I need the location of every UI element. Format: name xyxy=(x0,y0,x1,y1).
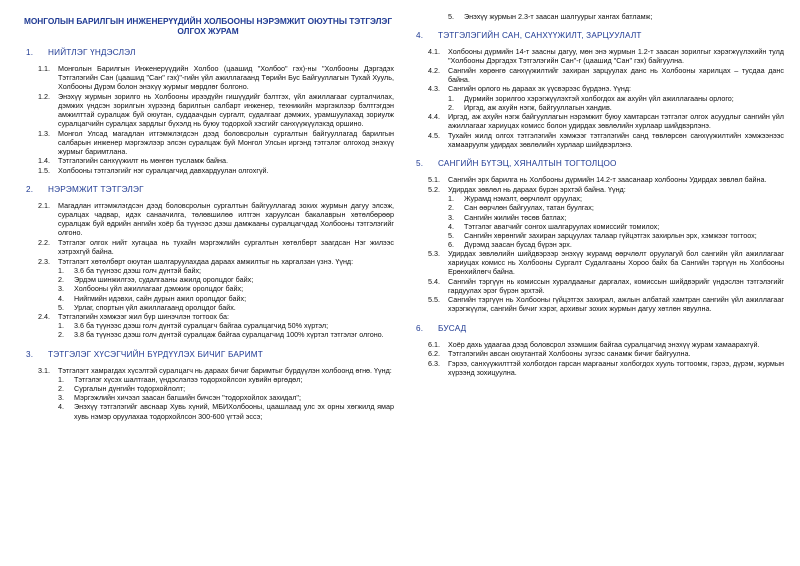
list-item: 1. Журамд нэмэлт, өөрчлөлт оруулах; xyxy=(448,194,582,204)
section-heading: 3. ТЭТГЭЛЭГ ХҮСЭГЧИЙН БҮРДҮҮЛЭХ БИЧИГ БАРИМТ xyxy=(26,349,264,359)
paragraph: 5.4. Сангийн тэргүүн нь комиссын хуралдааныг даргалах, комиссын шийдвэрийг үндэслэн тэтгэлэгийг гардуулах эрэг бүрэн эрхтэй. xyxy=(428,276,784,295)
paragraph: 1.4. Тэтгэлэгийн санхүүжилт нь мөнгөн тусламж байна. xyxy=(38,156,228,166)
paragraph: 1.2. Энэхүү журмын зорилго нь Холбооны ирээдүйн гишүүдийг бэлтгэх, үйл ажиллагааг сурталчилах, дэмжих үндсэн зорилгын хүрээнд барилгын салбарт инженер, техникийн мэргэжлээр бэлтгэгдэн амжилттай суралцаж буй оюутан, суддаачдын сургалт, судалгааг дэмжих, урамшуулахад зориулж суралцагчийн суралцах зардлыг бүхэлд нь буюу тодорхой хэсгийг санхүүжүүлэхэд оршино. xyxy=(38,91,394,129)
paragraph: 4.1. Холбооны дүрмийн 14-т заасны дагуу, мөн энэ журмын 1.2-т заасан зорилгыг хэрэгжүүлэхийн тулд "Холбооны Дэргэдэх Тэтгэлэгийн Сан"-г (цаашид "Сан" гэх) байгуулна. xyxy=(428,47,784,66)
list-item: 2. Сургалын дүнгийн тодорхойлолт; xyxy=(58,384,186,394)
list-item: 4. Нийгмийн идэвхи, сайн дурын ажил оролцдог байх; xyxy=(58,293,247,303)
list-item: 5. Урлаг, спортын үйл ажиллагаанд оролцдог байх. xyxy=(58,302,236,312)
right-column xyxy=(412,12,784,377)
paragraph: 5.3. Удирдах зөвлөлийн шийдвэрээр энэхүү журамд өөрчлөлт оруулагуй бол сангийн үйл ажиллагааг хариуцах комисс нь Холбооны Сургалт Судалгааны Хороо байх ба Сангийн тэргүүн нь Холбооны Ерөнхийлөгч байна. xyxy=(428,248,784,277)
left-column xyxy=(22,12,394,421)
list-item: 1. 3.6 ба түүнээс дээш голч дүнтэй суралцагч байгаа суралцагчид 50% хүртэл; xyxy=(58,321,329,331)
list-item: 6. Дүрэмд заасан бусад бүрэн эрх. xyxy=(448,239,572,249)
list-item: 3. Холбооны үйл ажиллагааг дэмжиж оролцдог байх; xyxy=(58,284,244,294)
list-item: 5. Энэхүү журмын 2.3-т заасан шалгуурыг хангах батламж; xyxy=(448,12,653,21)
section-heading: 2. НЭРЭМЖИТ ТЭТГЭЛЭГ xyxy=(26,185,144,195)
paragraph: 1.3. Монгол Улсад магадлан итгэмжлэгдсэн дээд боловсролын сургалтын байгууллагад барилгын салбарын инженер мэргэжлээр элсэн суралцаж буй Монгол Улсын иргэнд тэтгэлэг олгоход энэхүү журмыг баримтлана. xyxy=(38,128,394,156)
paragraph: 5.5. Сангийн тэргүүн нь Холбооны гүйцэтгэх захирал, ажлын албатай хамтран сангийн үйл ажиллагааг хэрэгжүүлж, сангийн бичиг хэрэг, архивыг зохих журмын дагуу хөтлөн явуулна. xyxy=(428,295,784,314)
paragraph: 1.1. Монголын Барилгын Инженерүүдийн Холбоо (цаашид "Холбоо" гэх)-ны "Холбооны Дэргэдэх Тэтгэлэгийн Сан (цаашид "Сан" гэх)"-гийн үйл ажиллагаанд Төрийн Бус Байгууллагын Тухай Хууль, Холбооны Дүрэм болон энэхүү журмыг мөрдлөг болгоно. xyxy=(38,64,394,92)
list-item: 3. Сангийн жилийн төсөв батлах; xyxy=(448,212,567,222)
paragraph: 2.1. Магадлан итгэмжлэгдсэн дээд боловсролын сургалтын байгууллагад зохих журмын дагуу элсэж, суралцах чадвар, идэх санаачилга, төлөвшилөө илтгэн харуулсан бакалаврын хөтөлбөрөөр суралцаж буй өдрийн ангийн хоёр ба түүнээс дээш дамжааны суралцагчдад Холбооны тэтгэлэгийг олгоно. xyxy=(38,201,394,238)
list-item: 3. Мэргэжлийн хичээл заасан багшийн бичсэн "тодорхойлох захидал"; xyxy=(58,393,301,403)
list-item: 2. Эрдэм шинжилгээ, судалгааны ажилд оролцдог байх; xyxy=(58,275,254,285)
list-item: 2. Иргэд, аж ахуйн нэгж, байгууллагын хандив. xyxy=(448,103,612,113)
list-item: 1. Тэтгэлэг хүсэх шалтгаан, үндэслэлээ тодорхойлсон хувийн өргөдөл; xyxy=(58,375,303,385)
list-item: 4. Тэтгэлэг авагчийг сонгох шалгаруулах комиссийг томилох; xyxy=(448,221,660,231)
paragraph: 2.3. Тэтгэлэгт хөтөлбөрт оюутан шалгаруулахдаа дараах амжилтыг нь харгалзан үзнэ. Үүнд: xyxy=(38,256,354,266)
list-item: 1. Дүрмийн зорилгоо хэрэгжүүлэхтэй холбогдох аж ахуйн үйл ажиллагааны орлого; xyxy=(448,94,734,104)
list-item: 4. Энэхүү тэтгэлэгийг авснаар Хувь хүний, МБИХолбооны, цаашлаад улс эх орны хөгжилд ямар хувь нэмэр оруулахаа тодорхойлсон 300-600 үгтэй эссэ; xyxy=(58,402,394,421)
paragraph: 4.4. Иргэд, аж ахуйн нэгж байгууллагын нэрэмжит буюу хамтарсан тэтгэлэг олгох асуудлыг сангийн үйл ажиллагааг хариуцах комисс болон удирдах зөвлөлийн хурлаар шийдвэрлэнэ. xyxy=(428,112,784,131)
paragraph: 5.1. Сангийн эрх барилга нь Холбооны дүрмийн 14.2-т заасанаар холбооны Удирдах зөвлөл байна. xyxy=(428,175,767,185)
document-title: МОНГОЛЫН БАРИЛГЫН ИНЖЕНЕРҮҮДИЙН ХОЛБООНЫ НЭРЭМЖИТ ОЮУТНЫ ТЭТГЭЛЭГ ОЛГОХ ЖУРАМ xyxy=(23,16,393,36)
list-item: 1. 3.6 ба түүнээс дээш голч дүнтэй байх; xyxy=(58,266,202,276)
section-heading: 1. НИЙТЛЭГ ҮНДЭСЛЭЛ xyxy=(26,48,136,57)
paragraph: 5.2. Удирдах зөвлөл нь дараах бүрэн эрхтэй байна. Үүнд: xyxy=(428,184,626,194)
paragraph: 3.1. Тэтгэлэгт хамрагдах хүсэлтэй суралцагч нь дараах бичиг баримтыг бүрдүүлэн холбоонд өгнө. Үүнд: xyxy=(38,365,392,375)
paragraph: 6.1. Хоёр дахь удаагаа дээд боловсрол эзэмшиж байгаа суралцагчид энэхүү журам хамаарахгүй. xyxy=(428,339,760,349)
paragraph: 1.5. Холбооны тэтгэлэгийг нэг суралцагчид давхардуулан олгохгүй. xyxy=(38,166,269,176)
paragraph: 6.3. Гэрээ, санхүүжилттэй холбогдон гарсан маргааныг холбогдох хууль тогтоомж, гэрээ, дүрэм, журмын хүрээнд зохицуулна. xyxy=(428,358,784,377)
section-heading: 5. САНГИЙН БҮТЭЦ, ХЯНАЛТЫН ТОГТОЛЦОО xyxy=(416,159,617,169)
section-heading: 6. БУСАД xyxy=(416,323,467,333)
paragraph: 4.3. Сангийн орлого нь дараах эх үүсвэрээс бүрдэнэ. Үүнд: xyxy=(428,84,632,94)
list-item: 2. Сан өөрчлөн байгуулах, татан буулгах; xyxy=(448,203,594,213)
list-item: 5. Сангийн хөрөнгийг захиран зарцуулах талаар гүйцэтгэх захирлын эрх, хэмжээг тогтоох; xyxy=(448,230,757,240)
paragraph: 2.4. Тэтгэлэгийн хэмжээг жил бүр шинэчлэн тогтоох ба: xyxy=(38,311,229,321)
paragraph: 4.2. Сангийн хөрөнгө санхүүжилтийг захиран зарцуулах данс нь Холбооны харилцах – тусдаа данс байна. xyxy=(428,65,784,84)
paragraph: 6.2. Тэтгэлэгийн авсан оюутантай Холбооны зүгээс санамж бичиг байгуулна. xyxy=(428,349,691,359)
section-heading: 4. ТЭТГЭЛЭГИЙН САН, САНХҮҮЖИЛТ, ЗАРЦУУЛАЛТ xyxy=(416,31,642,41)
paragraph: 4.5. Тухайн жилд олгох тэтгэлэгийн хэмжээг тэтгэлэгийн санд төвлөрсөн санхүүжилтийн хэмжээнээс хамааруулж удирдах зөвлөлийн хурлаар шийдвэрлэнэ. xyxy=(428,130,784,150)
list-item: 2. 3.8 ба түүнээс дээш голч дүнтэй суралцаж байгаа суралцагчид 100% хүртэл тэтгэлэг олгоно. xyxy=(58,330,384,340)
paragraph: 2.2. Тэтгэлэг олгох нийт хугацаа нь тухайн мэргэжлийн сургалтын хөтөлбөрт заагдсан Нэг жилээс хэтрэхгүй байна. xyxy=(38,238,394,257)
